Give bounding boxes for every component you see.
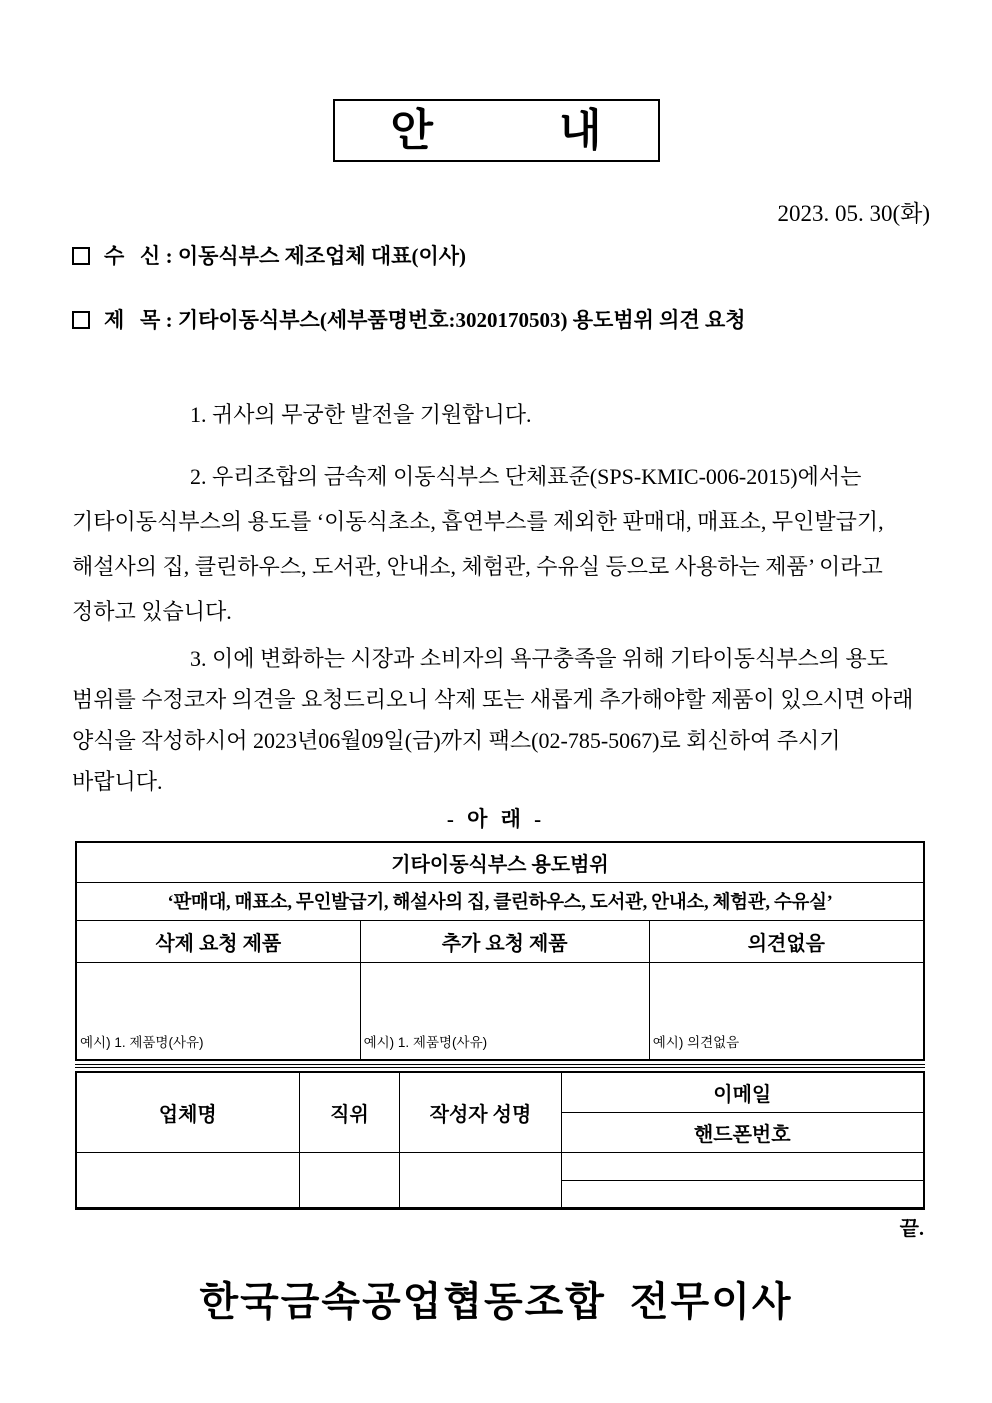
column-header-add-request: 추가 요청 제품 bbox=[360, 920, 649, 962]
position-input-cell bbox=[299, 1152, 400, 1208]
paragraph-line: 1. 귀사의 무궁한 발전을 기원합니다. bbox=[190, 402, 532, 427]
paragraph-line: 2. 우리조합의 금속제 이동식부스 단체표준(SPS-KMIC-006-2015)에서는 bbox=[190, 464, 862, 489]
writer-label-cell: 작성자 성명 bbox=[400, 1072, 561, 1152]
subject-line bbox=[0, 306, 992, 334]
paragraph-3 bbox=[0, 638, 992, 802]
subject-label: 제 목 : bbox=[104, 308, 178, 332]
writer-input-cell bbox=[400, 1152, 561, 1208]
company-input-cell bbox=[76, 1152, 299, 1208]
delete-request-cell: 예시) 1. 제품명(사유) bbox=[76, 962, 360, 1060]
paragraph-line: 3. 이에 변화하는 시장과 소비자의 욕구충족을 위해 기타이동식부스의 용도 bbox=[190, 646, 889, 671]
notice-title-box bbox=[333, 99, 660, 162]
recipient-value: 이동식부스 제조업체 대표(이사) bbox=[177, 244, 467, 268]
subject-value: 기타이동식부스(세부품명번호:3020170503) 용도범위 의견 요청 bbox=[177, 308, 746, 332]
contact-info-table bbox=[75, 1071, 925, 1210]
signature-line: 한국금속공업협동조합 전무이사 bbox=[199, 1278, 793, 1324]
document-date: 2023. 05. 30(화) bbox=[777, 201, 930, 226]
paragraph-line: 바랍니다. bbox=[72, 769, 163, 794]
email-label-cell: 이메일 bbox=[561, 1072, 924, 1112]
paragraph-line: 기타이동식부스의 용도를 ‘이동식초소, 흡연부스를 제외한 판매대, 매표소, 무인발급기, bbox=[72, 509, 884, 534]
double-rule-divider bbox=[75, 1064, 925, 1068]
position-label-cell: 직위 bbox=[299, 1072, 400, 1152]
company-label-cell: 업체명 bbox=[76, 1072, 299, 1152]
usage-range-table bbox=[75, 841, 925, 1061]
paragraph-line: 범위를 수정코자 의견을 요청드리오니 삭제 또는 새롭게 추가해야할 제품이 있으시면 아래 bbox=[72, 687, 914, 712]
usage-table-title: 기타이동식부스 용도범위 bbox=[76, 842, 924, 882]
below-divider-label: - 아 래 - bbox=[446, 807, 546, 831]
phone-label-cell: 핸드폰번호 bbox=[561, 1112, 924, 1152]
checkbox-icon bbox=[72, 247, 90, 265]
paragraph-1 bbox=[0, 392, 992, 437]
end-mark: 끝. bbox=[899, 1217, 924, 1240]
usage-table-subtitle: ‘판매대, 매표소, 무인발급기, 해설사의 집, 클린하우스, 도서관, 안내소, 체험관, 수유실’ bbox=[76, 882, 924, 920]
paragraph-2 bbox=[0, 454, 992, 634]
notice-title: 안 내 bbox=[390, 105, 602, 155]
add-request-cell: 예시) 1. 제품명(사유) bbox=[360, 962, 649, 1060]
paragraph-line: 정하고 있습니다. bbox=[72, 599, 232, 624]
phone-input-cell bbox=[561, 1180, 924, 1208]
email-input-cell bbox=[561, 1152, 924, 1180]
paragraph-line: 양식을 작성하시어 2023년06월09일(금)까지 팩스(02-785-5067)로 회신하여 주시기 bbox=[72, 728, 841, 753]
no-opinion-cell: 예시) 의견없음 bbox=[649, 962, 924, 1060]
recipient-line bbox=[0, 242, 992, 270]
column-header-no-opinion: 의견없음 bbox=[649, 920, 924, 962]
column-header-delete-request: 삭제 요청 제품 bbox=[76, 920, 360, 962]
checkbox-icon bbox=[72, 311, 90, 329]
paragraph-line: 해설사의 집, 클린하우스, 도서관, 안내소, 체험관, 수유실 등으로 사용하는 제품’ 이라고 bbox=[72, 554, 883, 579]
recipient-label: 수 신 : bbox=[104, 244, 178, 268]
